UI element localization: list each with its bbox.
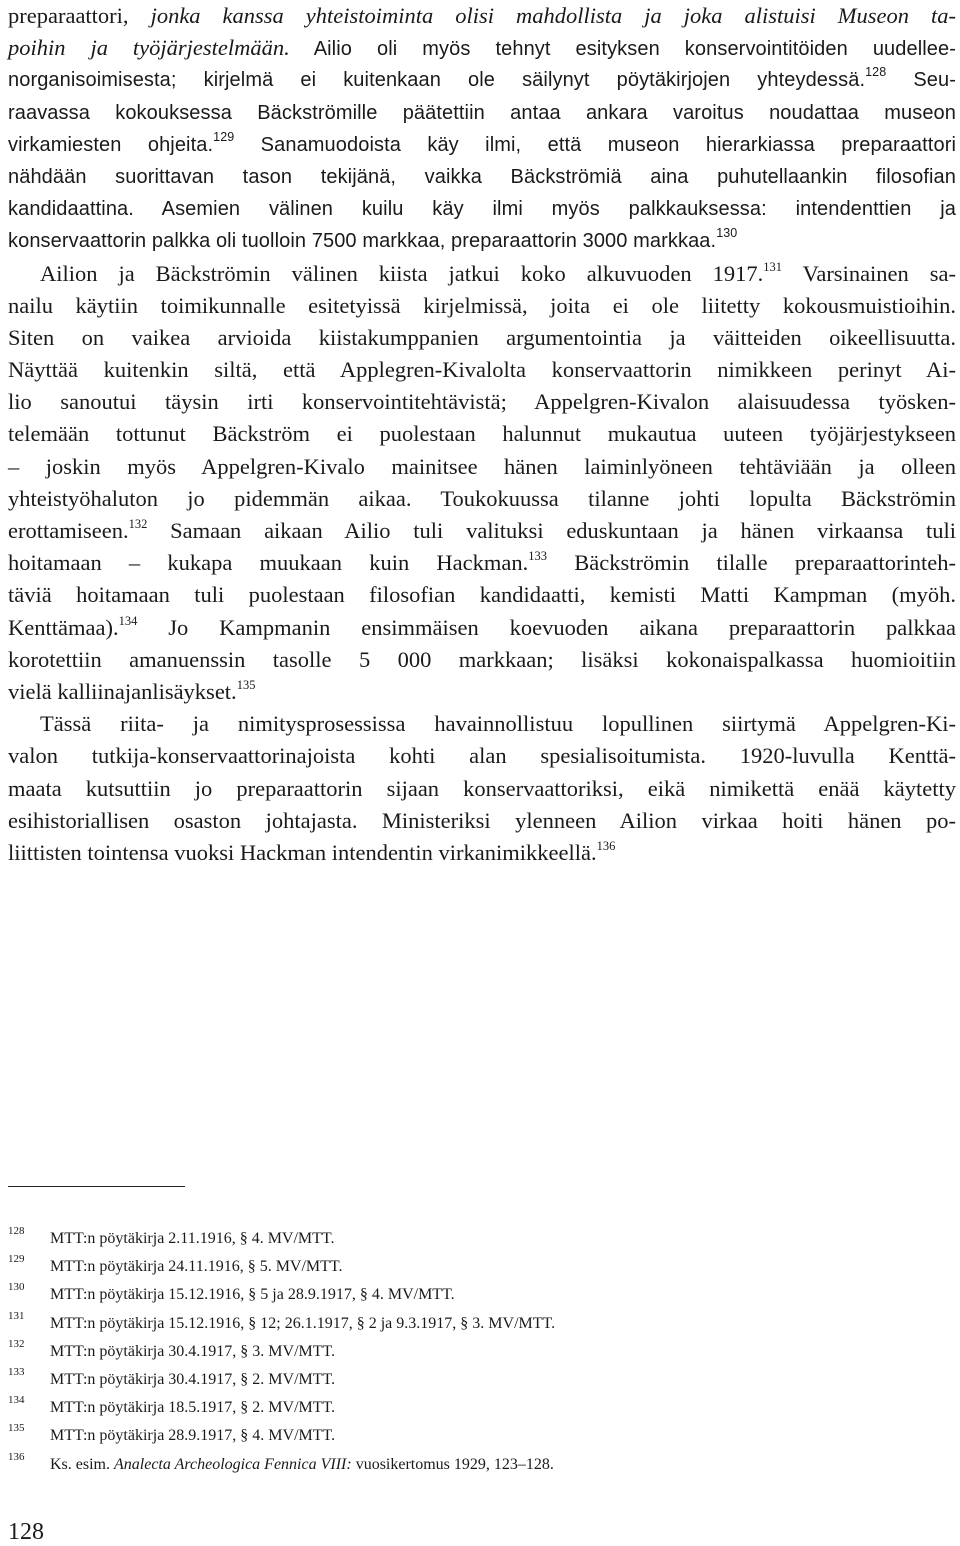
text-line: maata kutsuttiin jo preparaattorin sijaan konservaattoriksi, eikä nimikettä enää käytetty xyxy=(8,775,956,801)
text-line: Ailion ja Bäckströmin välinen kiista jatkui koko alkuvuoden 1917.$^{131}$ Varsinainen sa- xyxy=(40,259,956,286)
footnote-item xyxy=(8,1366,948,1394)
text-line: yhteistyöhaluton jo pidemmän aikaa. Toukokuussa tilanne johti lopulta Bäckströmin xyxy=(8,485,956,511)
footnote-text: MTT:n pöytäkirja 28.9.1917, § 4. MV/MTT. xyxy=(50,1427,336,1445)
footnote-item xyxy=(8,1394,948,1422)
footnote-number: 130 xyxy=(8,1281,25,1294)
footnote-item xyxy=(8,1225,948,1253)
footnote-ref: 130 xyxy=(716,226,738,241)
footnote-ref: 134 xyxy=(118,613,138,628)
text-line: Kenttämaa).$^{134}$ Jo Kampmanin ensimmäisen koevuoden aikana preparaattorin palkkaa xyxy=(8,613,956,640)
italic-quote: jonka kanssa yhteistoiminta olisi mahdollista ja joka alistuisi Museon ta- xyxy=(150,3,956,28)
text-line: valon tutkija-konservaattorinajoista kohti alan spesialisoitumista. 1920-luvulla Kenttä- xyxy=(8,743,956,769)
footnote-text: MTT:n pöytäkirja 24.11.1916, § 5. MV/MTT. xyxy=(50,1258,343,1276)
footnote-text: MTT:n pöytäkirja 15.12.1916, § 5 ja 28.9.1917, § 4. MV/MTT. xyxy=(50,1286,455,1304)
text-line: norganisoimisesta; kirjelmä ei kuitenkaan ole säilynyt pöytäkirjojen yhteydessä.$^{128}$ Seu- xyxy=(8,65,956,92)
text-line: vielä kalliinajanlisäykset.$^{135}$ xyxy=(8,677,256,704)
text-line: preparaattori, jonka kanssa yhteistoiminta olisi mahdollista ja joka alistuisi Museon ta- xyxy=(8,3,956,28)
footnote-item xyxy=(8,1451,948,1479)
text-line: konservaattorin palkka oli tuolloin 7500 markkaa, preparaattorin 3000 markkaa.$^{130}$ xyxy=(8,226,738,253)
footnote-ref: 136 xyxy=(596,838,616,853)
footnote-number: 136 xyxy=(8,1450,25,1463)
footnote-text: Ks. esim. Analecta Archeologica Fennica VIII: vuosikertomus 1929, 123–128. xyxy=(50,1455,554,1473)
text-line: täviä hoitamaan tuli puolestaan filosofian kandidaatti, kemisti Matti Kampman (myöh. xyxy=(8,582,956,608)
footnote-text: MTT:n pöytäkirja 2.11.1916, § 4. MV/MTT. xyxy=(50,1230,335,1247)
italic-title: Analecta Archeologica Fennica VIII: xyxy=(114,1455,352,1473)
text-line: liittisten tointensa vuoksi Hackman intendentin virkanimikkeellä.$^{136}$ xyxy=(8,838,616,865)
text-line: Tässä riita- ja nimitysprosessissa havainnollistuu lopullinen siirtymä Appelgren-Ki- xyxy=(40,711,956,737)
footnote-text: MTT:n pöytäkirja 30.4.1917, § 3. MV/MTT. xyxy=(50,1342,336,1360)
footnote-number: 135 xyxy=(8,1422,25,1435)
footnote-number: 132 xyxy=(8,1337,25,1350)
footnote-ref: 132 xyxy=(128,517,148,531)
footnotes xyxy=(8,1225,948,1479)
footnote-item xyxy=(8,1310,948,1338)
footnote-number: 133 xyxy=(8,1365,25,1378)
text-line: kandidaattina. Asemien välinen kuilu käy ilmi myös palkkauksessa: intendenttien ja xyxy=(8,198,956,221)
footnote-number: 134 xyxy=(8,1394,25,1407)
footnote-text: MTT:n pöytäkirja 30.4.1917, § 2. MV/MTT. xyxy=(50,1370,336,1388)
footnote-ref: 135 xyxy=(236,677,256,692)
page-number: 128 xyxy=(8,1519,44,1545)
footnote-item xyxy=(8,1253,948,1281)
text-line: nähdään suorittavan tason tekijänä, vaikka Bäckströmiä aina puhutellaankin filosofian xyxy=(8,165,956,188)
footnote-text: MTT:n pöytäkirja 18.5.1917, § 2. MV/MTT. xyxy=(50,1399,336,1417)
text-line: Näyttää kuitenkin siltä, että Applegren-Kivalolta konservaattorin nimikkeen perinyt Ai- xyxy=(8,357,956,383)
footnote-text: MTT:n pöytäkirja 15.12.1916, § 12; 26.1.1917, § 2 ja 9.3.1917, § 3. MV/MTT. xyxy=(50,1314,556,1332)
body-text xyxy=(8,0,956,869)
footnote-divider xyxy=(8,1186,185,1187)
text-line: poihin ja työjärjestelmään. Ailio oli myös tehnyt esityksen konservointitöiden uudellee- xyxy=(8,35,957,61)
text-line: lio sanoutui täysin irti konservointitehtävistä; Appelgren-Kivalon alaisuudessa työsken- xyxy=(8,389,956,415)
text-line: nailu käytiin toimikunnalle esitetyissä kirjelmissä, joita ei ole liitetty kokousmuistioihin. xyxy=(8,292,956,318)
text-line: – joskin myös Appelgren-Kivalo mainitsee hänen laiminlyöneen tehtäviään ja olleen xyxy=(8,453,956,479)
text-line: Siten on vaikea arvioida kiistakumppanien argumentointia ja väitteiden oikeellisuutta. xyxy=(8,324,956,350)
footnote-ref: 133 xyxy=(528,549,548,564)
footnote-number: 129 xyxy=(8,1253,25,1266)
footnote-ref: 129 xyxy=(213,129,235,144)
text-line: virkamiesten ohjeita.$^{129}$ Sanamuodoista käy ilmi, että museon hierarkiassa preparaattori xyxy=(8,129,956,156)
italic-quote: poihin ja työjärjestelmään. xyxy=(8,35,290,61)
footnote-number: 131 xyxy=(8,1309,25,1322)
footnote-item xyxy=(8,1422,948,1450)
footnote-item xyxy=(8,1281,948,1309)
text-line: erottamiseen.$^{132}$ Samaan aikaan Ailio tuli valituksi eduskuntaan ja hänen virkaansa tuli xyxy=(8,517,956,543)
text-line: hoitamaan – kukapa muukaan kuin Hackman.$^{133}$ Bäckströmin tilalle preparaattorinteh- xyxy=(8,549,956,576)
footnote-item xyxy=(8,1338,948,1366)
footnote-number: 128 xyxy=(8,1225,25,1237)
footnote-ref: 128 xyxy=(865,65,887,80)
text-line: raavassa kokouksessa Bäckströmille päätettiin antaa ankara varoitus noudattaa museon xyxy=(8,101,956,124)
footnote-ref: 131 xyxy=(763,259,783,274)
text-line: korotettiin amanuenssin tasolle 5 000 markkaan; lisäksi kokonaispalkassa huomioitiin xyxy=(8,646,956,672)
text-line: esihistoriallisen osaston johtajasta. Ministeriksi ylenneen Ailion virkaa hoiti hänen po- xyxy=(8,807,956,833)
text-line: telemään tottunut Bäckström ei puolestaan halunnut mukautua uuteen työjärjestykseen xyxy=(8,421,956,447)
